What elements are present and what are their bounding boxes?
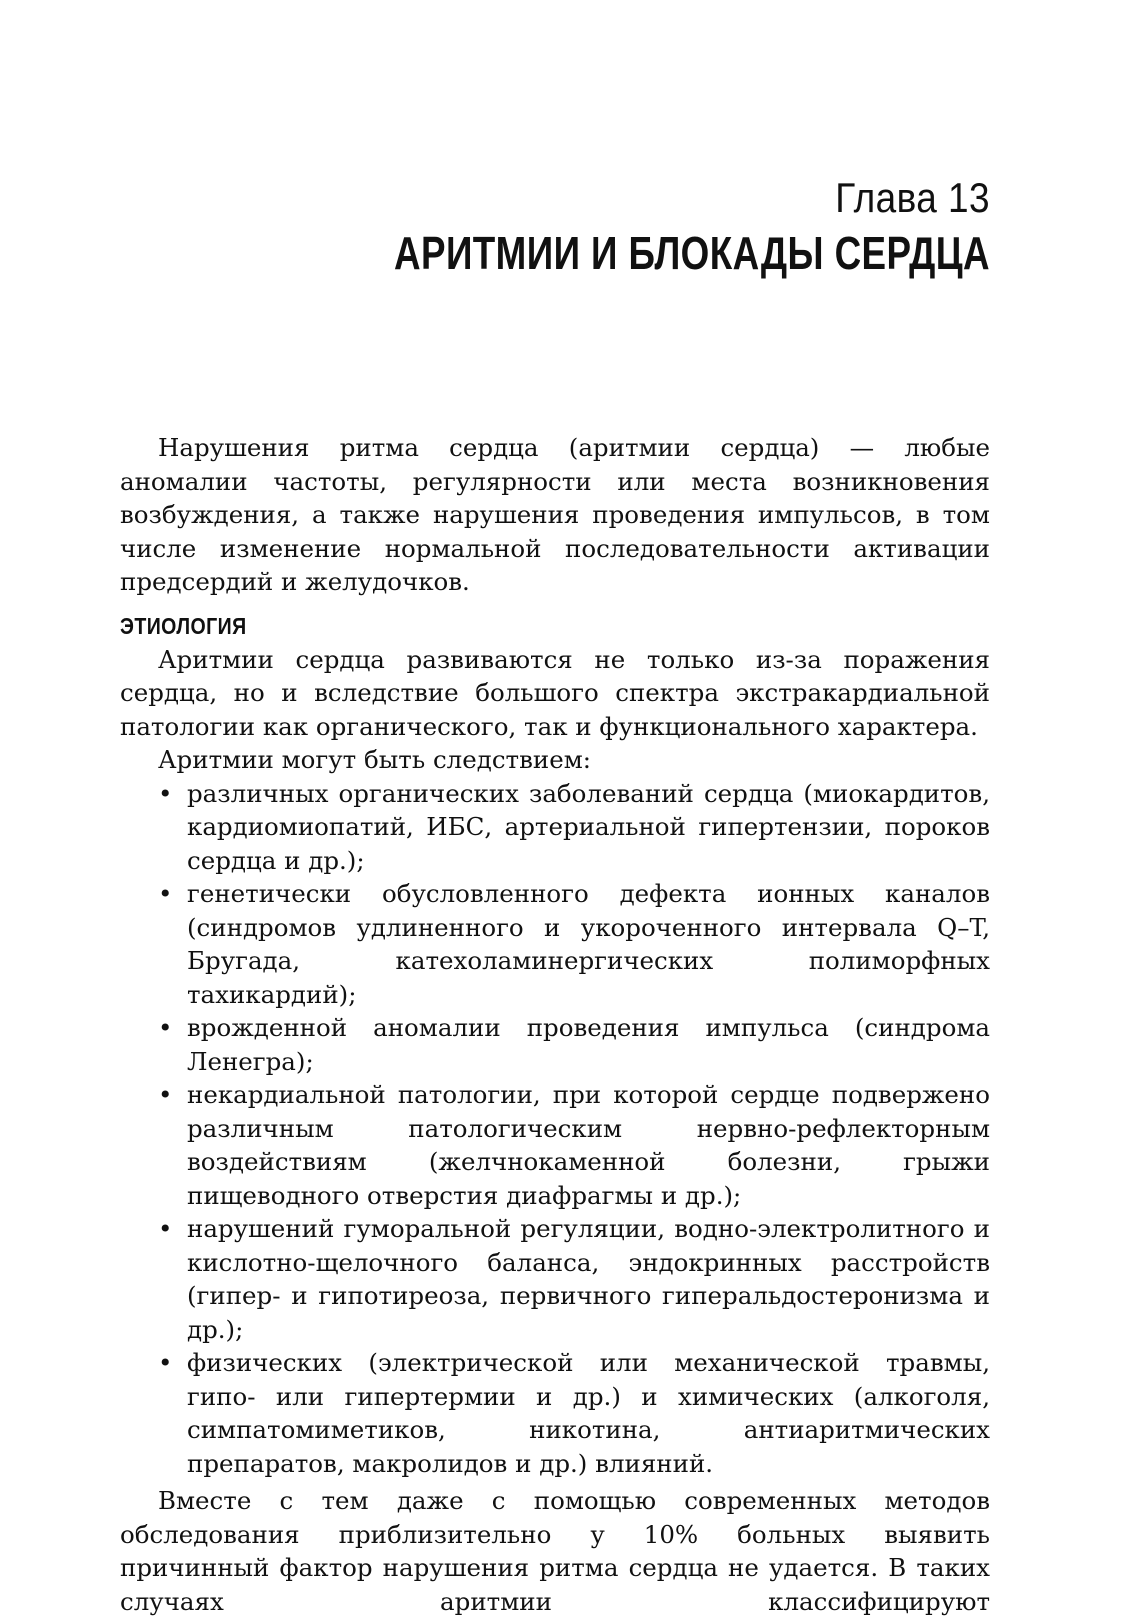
bullet-icon: • (158, 879, 173, 908)
list-item-text: генетически обусловленного дефекта ионных каналов (синдромов удлиненного и укороченного интервала Q–T, Бругада, катехоламинергических полиморфных тахикардий); (187, 879, 990, 1009)
etiology-paragraph-2: Аритмии могут быть следствием: (158, 745, 592, 774)
intro-paragraph: Нарушения ритма сердца (аритмии сердца) — любые аномалии частоты, регулярности или места возникновения возбуждения, а также нарушения проведения импульсов, в том числе изменение нормальной последовательности активации предсердий и желудочков. (120, 433, 990, 596)
book-page (120, 0, 990, 1616)
list-item (120, 1078, 990, 1212)
bullet-icon: • (158, 1214, 173, 1243)
list-item (120, 877, 990, 1011)
bullet-icon: • (158, 1080, 173, 1109)
section-heading-etiology: ЭТИОЛОГИЯ (120, 612, 247, 639)
list-item-text: врожденной аномалии проведения импульса (синдрома Ленегра); (187, 1013, 990, 1076)
etiology-paragraph-1: Аритмии сердца развиваются не только из-за поражения сердца, но и вследствие большого спектра экстракардиальной патологии как органического, так и функционального характера. (120, 644, 990, 741)
list-item-text: некардиальной патологии, при которой сердце подвержено различным патологическим нервно-рефлекторным воздействиям (желчнокаменной болезни, грыжи пищеводного отверстия диафрагмы и др.); (187, 1080, 990, 1210)
list-item (120, 1212, 990, 1346)
chapter-number: Глава 13 (835, 174, 990, 221)
bullet-icon: • (158, 778, 173, 808)
chapter-header (120, 172, 990, 282)
list-item-text: нарушений гуморальной регуляции, водно-электролитного и кислотно-щелочного баланса, эндокринных расстройств (гипер- и гипотиреоза, первичного гиперальдостеронизма и др.); (187, 1214, 990, 1344)
list-item-text: различных органических заболеваний сердца (миокардитов, кардиомиопатий, ИБС, артериальной гипертензии, пороков сердца и др.); (187, 778, 990, 875)
list-item (120, 777, 990, 878)
chapter-title: АРИТМИИ И БЛОКАДЫ СЕРДЦА (394, 227, 990, 279)
causes-list (120, 777, 990, 1481)
bullet-icon: • (158, 1013, 173, 1042)
list-item (120, 1011, 990, 1078)
etiology-paragraph-3: Вместе с тем даже с помощью современных методов обследования приблизительно у 10% больных выявить причинный фактор нарушения ритма сердца не удается. В таких случаях аритмии классифицируют (120, 1486, 990, 1616)
list-item-text: физических (электрической или механической травмы, гипо- или гипертермии и др.) и химических (алкоголя, симпатомиметиков, никотина, антиаритмических препаратов, макролидов и др.) влияний. (187, 1348, 990, 1478)
bullet-icon: • (158, 1348, 173, 1377)
chapter-body (120, 431, 990, 1618)
list-item (120, 1346, 990, 1480)
